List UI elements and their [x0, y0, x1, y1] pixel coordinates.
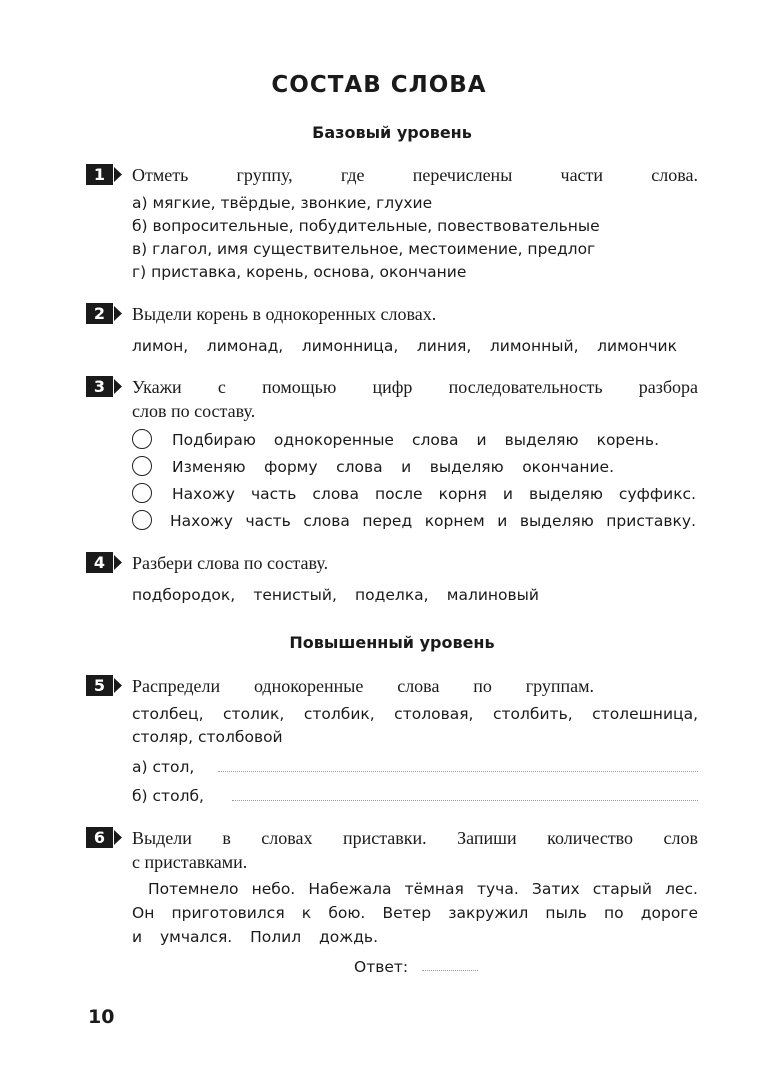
- step-text: Подбираю однокоренные слова и выделяю корень.: [172, 431, 659, 449]
- option-c: в) глагол, имя существительное, местоимение, предлог: [132, 240, 596, 258]
- task-number: 3: [93, 377, 106, 396]
- order-input-circle[interactable]: [132, 429, 152, 449]
- group-a-label: а) стол,: [132, 758, 195, 776]
- task-number: 2: [93, 304, 106, 323]
- step-text: Нахожу часть слова перед корнем и выделяю приставку.: [170, 512, 696, 530]
- page-number: 10: [88, 1006, 115, 1028]
- option-d: г) приставка, корень, основа, окончание: [132, 263, 467, 281]
- answer-label: Ответ:: [354, 958, 409, 976]
- task-number: 1: [93, 165, 106, 184]
- task-question: Укажи с помощью цифр последовательность разбора: [132, 377, 698, 397]
- word-list: столбец, столик, столбик, столовая, столбить, столешница,: [132, 705, 698, 723]
- section-heading-basic: Базовый уровень: [312, 123, 472, 142]
- order-input-circle[interactable]: [132, 510, 152, 530]
- task-question: с приставками.: [132, 852, 248, 872]
- answer-line[interactable]: [232, 800, 698, 801]
- answer-line[interactable]: [422, 970, 478, 971]
- exercise-text: Потемнело небо. Набежала тёмная туча. Затих старый лес.: [148, 880, 698, 898]
- word-list: подбородок, тенистый, поделка, малиновый: [132, 586, 539, 604]
- option-b: б) вопросительные, побудительные, повествовательные: [132, 217, 600, 235]
- task-number: 6: [93, 828, 106, 847]
- step-text: Изменяю форму слова и выделяю окончание.: [172, 458, 614, 476]
- task-question: Разбери слова по составу.: [132, 553, 329, 573]
- task-number-badge: [86, 303, 122, 324]
- exercise-text: Он приготовился к бою. Ветер закружил пыль по дороге: [132, 904, 698, 922]
- option-a: а) мягкие, твёрдые, звонкие, глухие: [132, 194, 433, 212]
- task-number-badge: [86, 164, 122, 185]
- answer-line[interactable]: [218, 771, 698, 772]
- order-input-circle[interactable]: [132, 483, 152, 503]
- task-number: 5: [93, 676, 106, 695]
- task-question: Распредели однокоренные слова по группам.: [132, 676, 594, 696]
- task-question: Отметь группу, где перечислены части слова.: [132, 165, 698, 185]
- task-question: Выдели корень в однокоренных словах.: [132, 304, 437, 324]
- word-list: лимон, лимонад, лимонница, линия, лимонный, лимончик: [132, 337, 677, 355]
- exercise-text: и умчался. Полил дождь.: [132, 928, 378, 946]
- order-input-circle[interactable]: [132, 456, 152, 476]
- page-title: СОСТАВ СЛОВА: [271, 72, 487, 98]
- word-list: столяр, столбовой: [132, 728, 283, 746]
- task-number-badge: [86, 376, 122, 397]
- section-heading-advanced: Повышенный уровень: [289, 633, 495, 652]
- step-text: Нахожу часть слова после корня и выделяю суффикс.: [172, 485, 696, 503]
- task-question: слов по составу.: [132, 401, 256, 421]
- task-number-badge: [86, 675, 122, 696]
- task-number: 4: [93, 553, 106, 572]
- task-number-badge: [86, 827, 122, 848]
- group-b-label: б) столб,: [132, 787, 204, 805]
- task-question: Выдели в словах приставки. Запиши количество слов: [132, 828, 698, 848]
- task-number-badge: [86, 552, 122, 573]
